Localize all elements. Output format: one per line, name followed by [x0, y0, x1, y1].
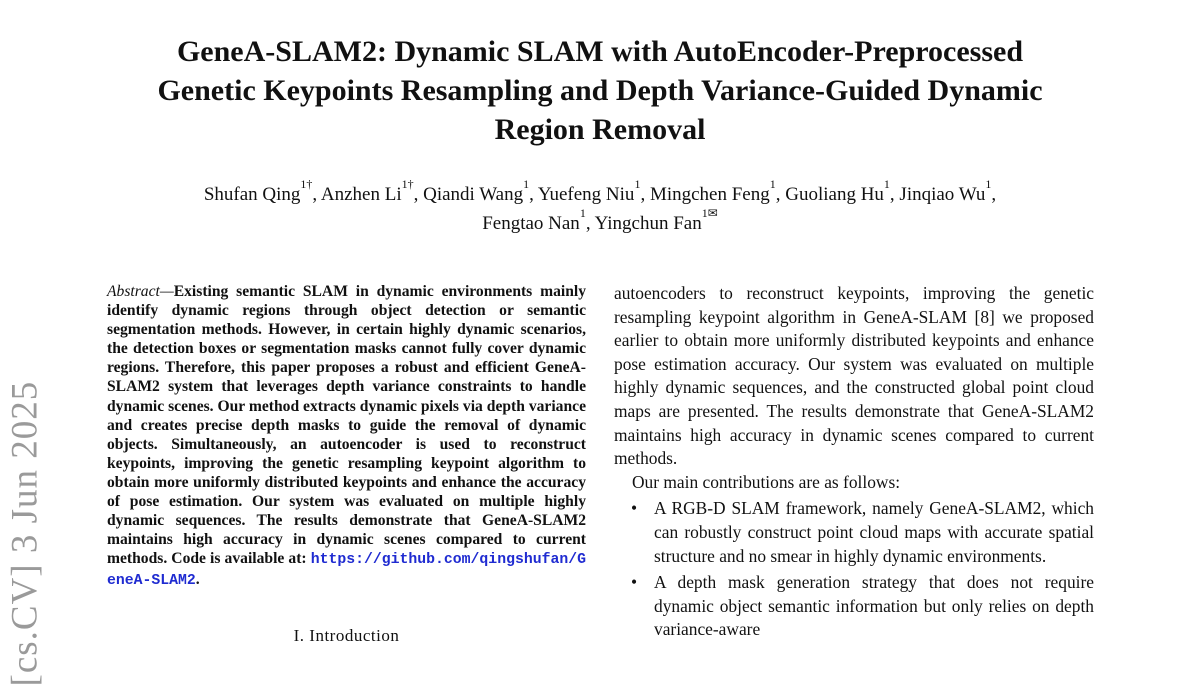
- author-affiliation: 1: [579, 206, 586, 220]
- author-affiliation: 1: [883, 177, 890, 191]
- author-name: Yuefeng Niu: [537, 184, 635, 205]
- author-affiliation: 1: [634, 177, 641, 191]
- author-affiliation: 1: [523, 177, 530, 191]
- author-affiliation: 1†: [300, 177, 313, 191]
- author-affiliation: 1✉: [701, 206, 718, 220]
- list-item: • A RGB-D SLAM framework, namely GeneA-SLAM2, which can robustly construct point cloud maps with accurate spatial structure and no smear in highly dynamic environments.: [631, 498, 1094, 566]
- section-heading: I. Introduction: [293, 626, 400, 645]
- bullet-icon: •: [631, 572, 638, 593]
- author-name: Shufan Qing: [203, 184, 301, 205]
- author-name: Guoliang Hu: [785, 184, 884, 205]
- author-affiliation: 1: [769, 177, 776, 191]
- author-name: Jinqiao Wu: [899, 184, 986, 205]
- title-line: Region Removal: [494, 113, 706, 146]
- author-list: Shufan Qing$^{1\dagger}$, Anzhen $Li^{1\dagger}$, Qiandi Wang$^1$, Yuefeng Niu$^1$, Mingchen Feng$^1$, Guoliang Hu$^1$, Jinqiao Wu$^1$, Fengtao Nan$^1$, Yingchun Fan$^{1✉}$: [203, 177, 997, 234]
- author-name: Fengtao Nan: [482, 213, 580, 234]
- author-affiliation: 1†: [401, 177, 414, 191]
- abstract: Abstract—Existing semantic SLAM in dynamic environments mainly identify dynamic regions through object detection or semantic segmentation methods. However, in certain highly dynamic scenarios, the detection boxes or segmentation masks cannot fully cover dynamic regions. Therefore, this paper proposes a robust and efficient GeneA-SLAM2 system that leverages depth variance constraints to handle dynamic scenes. Our method extracts dynamic pixels via depth variance and creates precise depth masks to guide the removal of dynamic objects. Simultaneously, an autoencoder is used to reconstruct keypoints, improving the genetic resampling keypoint algorithm to obtain more uniformly distributed keypoints and enhance the accuracy of pose estimation. Our system was evaluated on multiple highly dynamic sequences. The results demonstrate that GeneA-SLAM2 maintains high accuracy in dynamic scenes compared to current methods. Code is available at: https://github.com/qingshufan/GeneA-SLAM2.: [107, 283, 586, 590]
- abstract-text: Existing semantic SLAM in dynamic environments mainly identify dynamic regions through object detection or semantic segmentation methods. However, in certain highly dynamic scenarios, the detection boxes or segmentation masks cannot fully cover dynamic regions. Therefore, this paper proposes a robust and efficient GeneA-SLAM2 system that leverages depth variance constraints to handle dynamic scenes. Our method extracts dynamic pixels via depth variance and creates precise depth masks to guide the removal of dynamic objects. Simultaneously, an autoencoder is used to reconstruct keypoints, improving the genetic resampling keypoint algorithm to obtain more uniformly distributed keypoints and enhance the accuracy of pose estimation. Our system was evaluated on multiple highly dynamic sequences. The results demonstrate that GeneA-SLAM2 maintains high accuracy in dynamic scenes compared to current methods. Code is available at:: [107, 283, 586, 568]
- author-name: Qiandi Wang: [423, 184, 524, 205]
- title-line: GeneA-SLAM2: Dynamic SLAM with AutoEncoder-Preprocessed: [176, 35, 1024, 68]
- author-name: Mingchen Feng: [649, 184, 770, 205]
- list-item: • A depth mask generation strategy that does not require dynamic object semantic information but only relies on depth variance-aware: [631, 572, 1094, 640]
- contributions-intro: Our main contributions are as follows:: [632, 471, 901, 492]
- contribution-list: [614, 497, 1094, 642]
- abstract-label: Abstract: [107, 283, 160, 300]
- arxiv-stamp: [0, 340, 70, 687]
- right-column: [614, 282, 1094, 645]
- author-name: Yingchun Fan: [594, 213, 702, 234]
- arxiv-stamp-text: [cs.CV] 3 Jun 2025: [4, 380, 46, 687]
- body-paragraph: autoencoders to reconstruct keypoints, improving the genetic resampling keypoint algorithm in GeneA-SLAM [8] we proposed earlier to obtain more uniformly distributed keypoints and enhance pose estimation accuracy. Our system was evaluated on multiple highly dynamic sequences, and the constructed global point cloud maps are presented. The results demonstrate that GeneA-SLAM2 maintains high accuracy in dynamic scenes compared to current methods.: [614, 283, 1094, 469]
- author-affiliation: 1: [985, 177, 992, 191]
- code-link[interactable]: https://github.com/qingshufan/GeneA-SLAM2: [107, 552, 586, 590]
- paper-title: [80, 32, 1120, 149]
- author-name: Anzhen Li: [320, 184, 402, 205]
- title-line: Genetic Keypoints Resampling and Depth Variance-Guided Dynamic: [157, 74, 1043, 107]
- bullet-icon: •: [631, 498, 638, 519]
